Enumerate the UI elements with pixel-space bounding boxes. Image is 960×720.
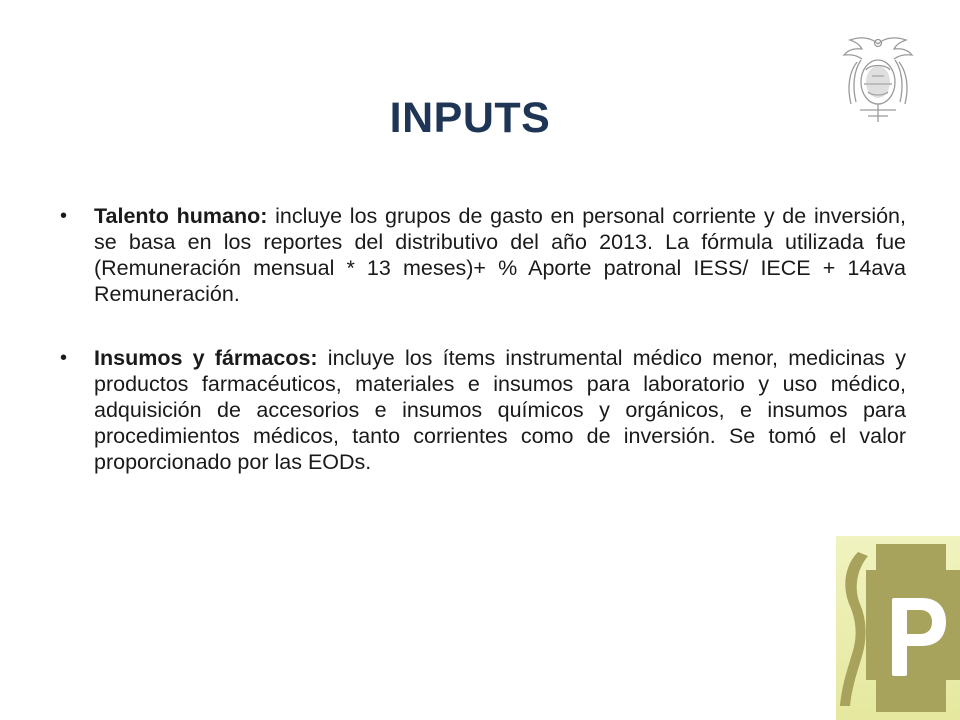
bullet-text: incluye los ítems instrumental médico menor, medicinas y productos farmacéuticos, materiales e insumos para laboratorio y uso médico, adquisición de accesorios e insumos químicos y orgánicos, e insumos para procedimientos médicos, tanto corrientes como de inversión. Se tomó el valor proporcionado por las EODs.	[94, 346, 906, 474]
bullet-term: Talento humano:	[94, 204, 268, 228]
sp-logo-icon	[836, 536, 960, 720]
bullet-insumos-farmacos	[60, 345, 906, 475]
bullet-text: incluye los grupos de gasto en personal corriente y de inversión, se basa en los reportes del distributivo del año 2013. La fórmula utilizada fue (Remuneración mensual * 13 meses)+ % Aporte patronal IESS/ IECE + 14ava Remuneración.	[94, 204, 906, 306]
bullet-list	[60, 203, 906, 475]
slide-title: INPUTS	[389, 94, 551, 142]
bullet-marker: •	[60, 205, 68, 227]
bullet-marker: •	[60, 347, 68, 369]
coat-of-arms-icon	[838, 30, 918, 130]
bullet-talento-humano	[60, 203, 906, 307]
bullet-term: Insumos y fármacos:	[94, 346, 318, 370]
